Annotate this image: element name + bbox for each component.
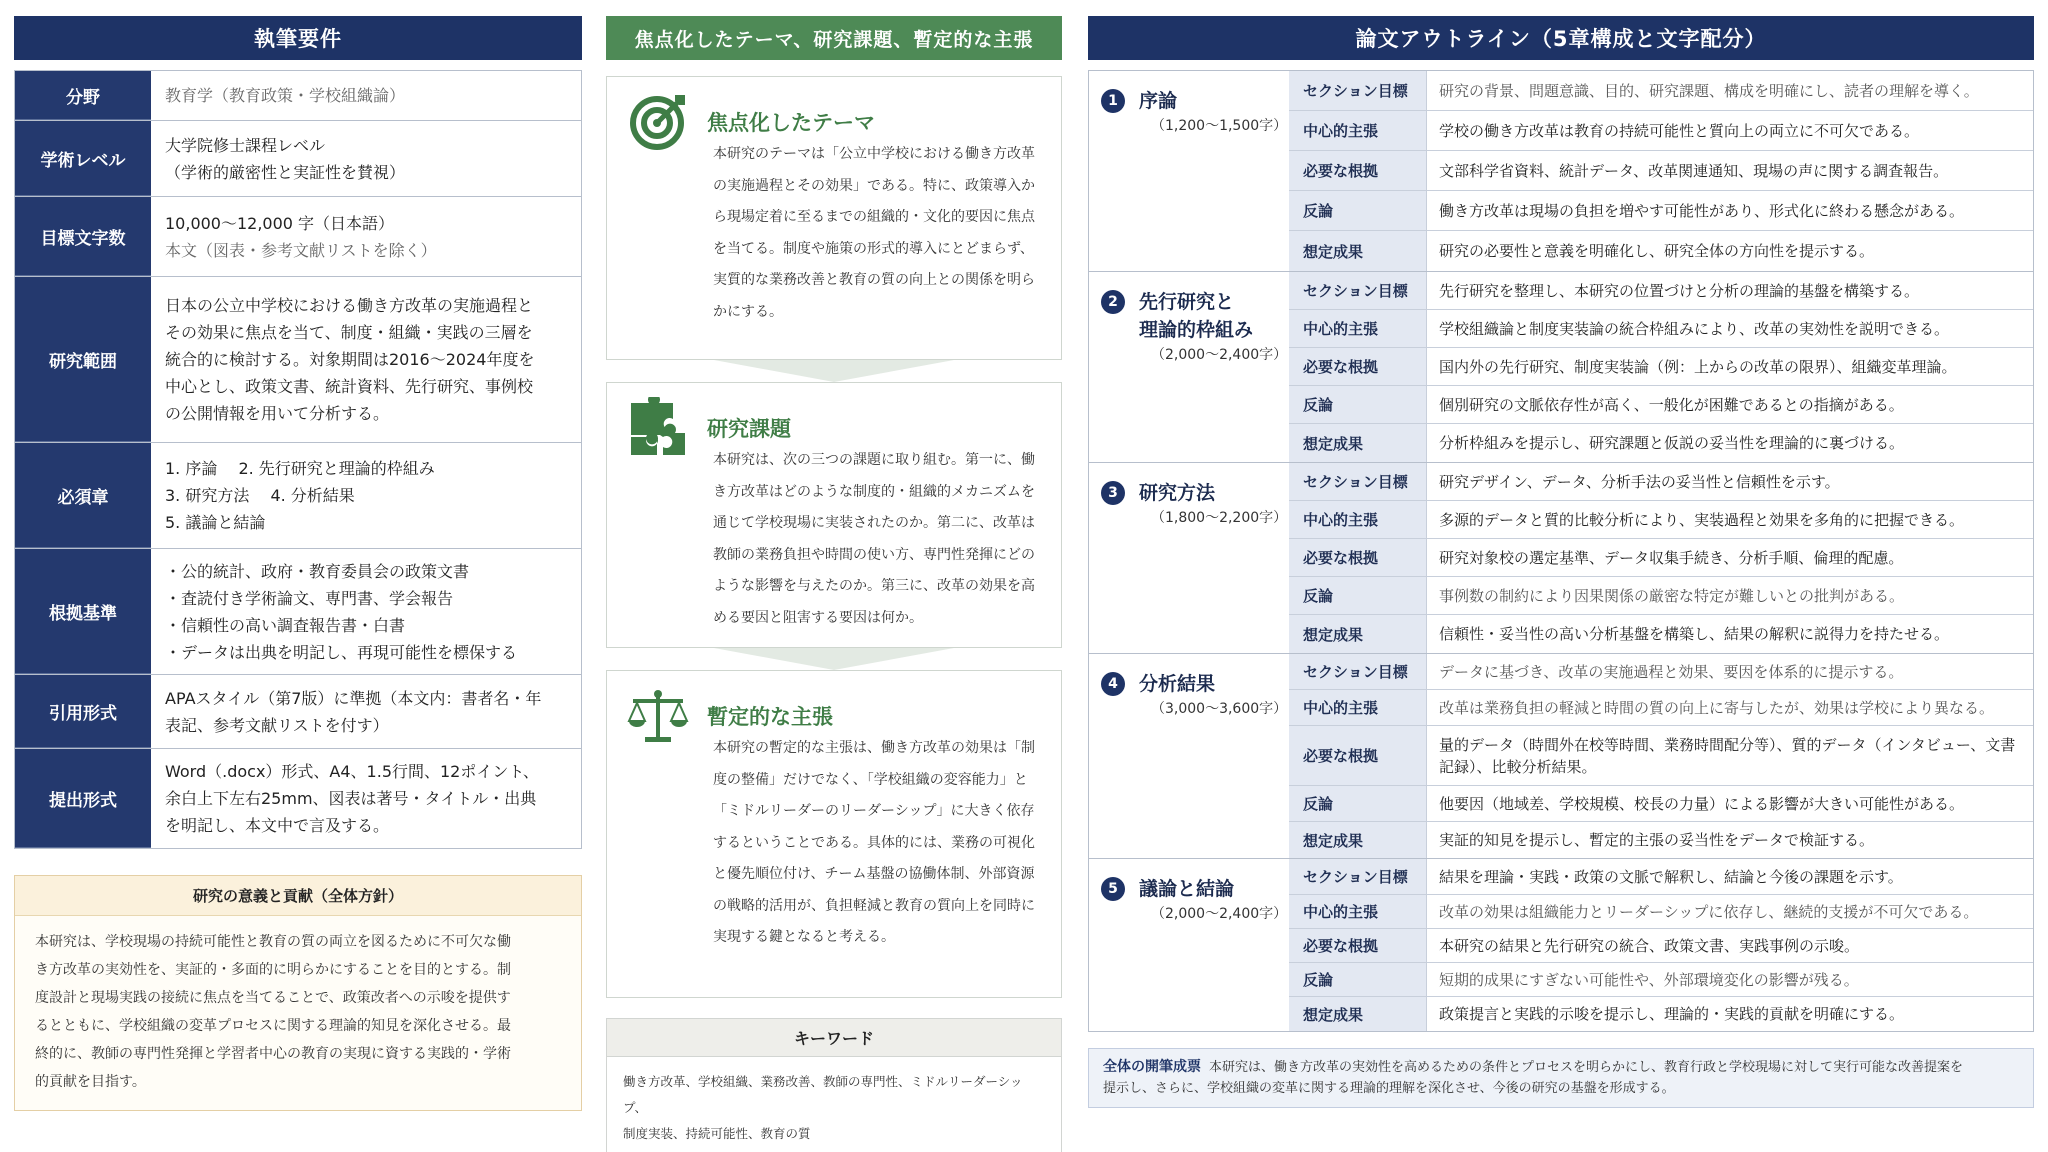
focus-card-body — [607, 727, 1061, 970]
requirement-label: 引用形式 — [15, 675, 151, 748]
outline-row-value: 多源的データと質的比較分析により、実装過程と効果を多角的に把握できる。 — [1439, 510, 1965, 529]
requirement-line: 3. 研究方法 4. 分析結果 — [165, 486, 355, 505]
outline-row-label: セクション目標 — [1289, 272, 1427, 309]
focus-card-line: 実現する鍵となると考える。 — [713, 929, 895, 945]
policy-line: 提示し、さらに、学校組織の変革に関する理論的理解を深化させ、今後の研究の基盤を形成する。 — [1103, 1081, 1675, 1096]
section-char-count: （1,800〜2,200字） — [1151, 510, 1288, 526]
outline-row-label: 必要な根拠 — [1289, 151, 1427, 190]
focus-card-line: 教師の業務負担や時間の使い方、専門性発揮にどの — [713, 546, 1035, 563]
outline-row-value: 結果を理論・実践・政策の文脈で解釈し、結論と今後の課題を示す。 — [1439, 867, 1903, 886]
focus-cards — [606, 76, 1062, 998]
significance-body — [15, 916, 581, 1110]
significance-line: き方改革の実効性を、実証的・多面的に明らかにすることを目的とする。制 — [35, 962, 511, 978]
focus-card-line: の戦略的活用が、負担軽減と教育の質向上を同時に — [713, 897, 1035, 914]
down-arrow-icon — [714, 648, 954, 670]
focus-card — [606, 382, 1062, 648]
outline-row-label: 必要な根拠 — [1289, 929, 1427, 962]
puzzle-icon — [627, 397, 689, 459]
section-char-count: （1,200〜1,500字） — [1151, 118, 1288, 134]
requirement-line: 日本の公立中学校における働き方改革の実施過程と — [165, 296, 534, 315]
section-number: 4 — [1101, 672, 1125, 696]
outline-row — [1289, 231, 2033, 271]
policy-line: 本研究は、働き方改革の実効性を高めるための条件とプロセスを明らかにし、教育行政と学校現場に対して実行可能な改善提案を — [1209, 1060, 1964, 1075]
focus-card-line: き方改革はどのような制度的・組織的メカニズムを — [713, 483, 1035, 500]
requirement-line: 本文（図表・参考文献リストを除く） — [165, 240, 437, 260]
outline-row — [1289, 463, 2033, 501]
significance-line: 度設計と現場実践の接続に焦点を当てることで、政策改者への示唆を提供す — [35, 990, 511, 1006]
outline-row-value: 研究デザイン、データ、分析手法の妥当性と信頼性を示す。 — [1439, 472, 1840, 491]
outline-row — [1289, 929, 2033, 963]
outline-row-label: 想定成果 — [1289, 231, 1427, 271]
outline-row-value: 改革の効果は組織能力とリーダーシップに依存し、継続的支援が不可欠である。 — [1439, 902, 1979, 921]
outline-row-value: 学校組織論と制度実装論の統合枠組みにより、改革の実効性を説明できる。 — [1439, 319, 1950, 338]
outline-row — [1289, 786, 2033, 822]
section-title: 理論的枠組み — [1139, 319, 1254, 341]
focus-card-line: ような影響を与えたのか。第三に、改革の効果を高 — [713, 578, 1035, 594]
requirement-value — [151, 443, 581, 548]
focus-card — [606, 670, 1062, 998]
focus-card-line: 実質的な業務改善と教育の質の向上との関係を明ら — [713, 272, 1035, 288]
requirements-header: 執筆要件 — [14, 16, 582, 60]
focus-header: 焦点化したテーマ、研究課題、暫定的な主張 — [606, 16, 1062, 60]
outline-row-value: 研究対象校の選定基準、データ収集手続き、分析手順、倫理的配慮。 — [1439, 548, 1904, 567]
section-char-count: （3,000〜3,600字） — [1151, 701, 1288, 717]
outline-row-label: 中心的主張 — [1289, 895, 1427, 928]
focus-card-body — [607, 133, 1061, 344]
outline-header: 論文アウトライン（5章構成と文字配分） — [1088, 16, 2034, 60]
requirement-value — [151, 197, 581, 276]
outline-row-value: 信頼性・妥当性の高い分析基盤を構築し、結果の解釈に説得力を持たせる。 — [1439, 625, 1950, 643]
significance-line: るとともに、学校組織の変革プロセスに関する理論的知見を深化させる。最 — [35, 1018, 511, 1034]
outline-row-label: 想定成果 — [1289, 615, 1427, 653]
outline-row — [1289, 859, 2033, 895]
keyword-body — [607, 1057, 1061, 1152]
requirement-line: 統合的に検討する。対象期間は2016〜2024年度を — [165, 350, 535, 369]
outline-row — [1289, 895, 2033, 929]
focus-card-line: 本研究の暫定的な主張は、働き方改革の効果は「制 — [713, 740, 1035, 756]
focus-card-line: 「ミドルリーダーのリーダーシップ」に大きく依存 — [713, 803, 1035, 819]
outline-row-label: セクション目標 — [1289, 859, 1427, 894]
outline-row-label: 必要な根拠 — [1289, 348, 1427, 385]
outline-row-value: 本研究の結果と先行研究の統合、政策文書、実践事例の示唆。 — [1439, 936, 1860, 955]
requirement-row — [15, 71, 581, 121]
outline-row-label: 反論 — [1289, 963, 1427, 996]
significance-line: 本研究は、学校現場の持続可能性と教育の質の両立を図るために不可欠な働 — [35, 934, 511, 950]
section-rows — [1289, 654, 2033, 858]
outline-row — [1289, 310, 2033, 348]
outline-row-value: 実証的知見を提示し、暫定的主張の妥当性をデータで検証する。 — [1439, 831, 1875, 849]
outline-section — [1089, 272, 2033, 463]
outline-row-label: 中心的主張 — [1289, 310, 1427, 347]
requirement-line: 5. 議論と結論 — [165, 513, 266, 532]
focus-card-title: 焦点化したテーマ — [707, 111, 875, 135]
focus-card-line: かにする。 — [713, 303, 783, 320]
outline-row — [1289, 690, 2033, 726]
focus-card-line: 本研究は、次の三つの課題に取り組む。第一に、働 — [713, 452, 1035, 468]
target-icon — [627, 91, 689, 153]
outline-row-label: 中心的主張 — [1289, 111, 1427, 150]
keyword-line: 働き方改革、学校組織、業務改善、教師の専門性、ミドルリーダーシップ、 — [623, 1074, 1023, 1115]
outline-row — [1289, 654, 2033, 690]
requirement-line: Word（.docx）形式、A4、1.5行間、12ポイント、 — [165, 762, 539, 781]
outline-row-value: 他要因（地域差、学校規模、校長の力量）による影響が大きい可能性がある。 — [1439, 794, 1965, 813]
outline-row — [1289, 615, 2033, 653]
outline-row — [1289, 71, 2033, 111]
outline-row-label: 中心的主張 — [1289, 501, 1427, 538]
outline-row-label: 想定成果 — [1289, 822, 1427, 858]
policy-text — [1103, 1060, 1963, 1096]
outline-row — [1289, 424, 2033, 462]
outline-row — [1289, 386, 2033, 424]
requirement-line: 1. 序論 2. 先行研究と理論的枠組み — [165, 459, 435, 478]
requirement-label: 提出形式 — [15, 749, 151, 848]
outline-row — [1289, 997, 2033, 1031]
requirement-label: 分野 — [15, 71, 151, 120]
keyword-box — [606, 1018, 1062, 1152]
significance-box — [14, 875, 582, 1111]
significance-title: 研究の意義と貢献（全体方針） — [15, 876, 581, 916]
outline-row-label: セクション目標 — [1289, 654, 1427, 689]
focus-card-line: める要因と阻害する要因は何か。 — [713, 609, 923, 626]
requirements-table — [14, 70, 582, 849]
outline-row-label: 中心的主張 — [1289, 690, 1427, 725]
outline-row — [1289, 822, 2033, 858]
outline-row-label: 反論 — [1289, 786, 1427, 821]
outline-row — [1289, 272, 2033, 310]
outline-row-value: 事例数の制約により因果関係の厳密な特定が難しいとの批判がある。 — [1439, 586, 1905, 605]
outline-row — [1289, 151, 2033, 191]
outline-row-value: データに基づき、改革の実施過程と効果、要因を体系的に提示する。 — [1439, 662, 1904, 681]
requirement-row — [15, 277, 581, 443]
outline-row — [1289, 501, 2033, 539]
section-title: 序論 — [1139, 90, 1178, 112]
outline-row-value: 量的データ（時間外在校等時間、業務時間配分等）、質的データ（インタビュー、文書記録）、比較分析結果。 — [1439, 735, 2016, 776]
focus-card-line: ら現場定着に至るまでの組織的・文化的要因に焦点 — [713, 209, 1035, 225]
requirement-label: 根拠基準 — [15, 549, 151, 674]
outline-row-value: 短期的成果にすぎない可能性や、外部環境変化の影響が残る。 — [1439, 970, 1859, 989]
section-title: 研究方法 — [1139, 482, 1216, 504]
outline-row-value: 研究の必要性と意義を明確化し、研究全体の方向性を提示する。 — [1439, 242, 1875, 260]
section-heading — [1089, 71, 1289, 271]
outline-row-value: 研究の背景、問題意識、目的、研究課題、構成を明確にし、読者の理解を導く。 — [1439, 81, 1979, 100]
outline-row-value: 政策提言と実践的示唆を提示し、理論的・実践的貢献を明確にする。 — [1439, 1005, 1905, 1023]
section-heading — [1089, 859, 1289, 1031]
outline-row — [1289, 963, 2033, 997]
outline-row-value: 文部科学省資料、統計データ、改革関連通知、現場の声に関する調査報告。 — [1439, 161, 1949, 180]
outline-row-label: 反論 — [1289, 577, 1427, 614]
requirement-label: 必須章 — [15, 443, 151, 548]
requirement-line: 表記、参考文献リストを付す） — [165, 715, 389, 735]
section-number: 5 — [1101, 877, 1125, 901]
requirement-label: 学術レベル — [15, 121, 151, 196]
section-char-count: （2,000〜2,400字） — [1151, 906, 1288, 922]
outline-row-value: 国内外の先行研究、制度実装論（例：上からの改革の限界）、組織変革理論。 — [1439, 357, 1957, 376]
requirement-value — [151, 675, 581, 748]
policy-label: 全体の開筆成票 — [1103, 1059, 1201, 1075]
outline-row-value: 働き方改革は現場の負担を増やす可能性があり、形式化に終わる懸念がある。 — [1439, 201, 1965, 220]
requirement-line: ・査読付き学術論文、専門書、学会報告 — [165, 588, 454, 608]
outline-row — [1289, 191, 2033, 231]
requirement-line: を明記し、本文中で言及する。 — [165, 816, 390, 835]
requirement-row — [15, 197, 581, 277]
outline-row-value: 改革は業務負担の軽減と時間の質の向上に寄与したが、効果は学校により異なる。 — [1439, 698, 1995, 717]
focus-card-line: 通じて学校現場に実装されたのか。第二に、改革は — [713, 515, 1035, 531]
focus-card-line: 本研究のテーマは「公立中学校における働き方改革 — [713, 146, 1035, 162]
scales-icon — [627, 685, 689, 747]
focus-card-line: を当てる。制度や施策の形式的導入にとどまらず、 — [713, 240, 1034, 257]
requirement-row — [15, 121, 581, 197]
outline-table — [1088, 70, 2034, 1032]
requirement-row — [15, 749, 581, 849]
policy-box — [1088, 1048, 2034, 1108]
outline-section — [1089, 859, 2033, 1031]
down-arrow-icon — [714, 360, 954, 382]
requirement-line: 10,000〜12,000 字（日本語） — [165, 213, 395, 233]
focus-card — [606, 76, 1062, 360]
section-rows — [1289, 272, 2033, 462]
requirements-column — [14, 16, 582, 1111]
outline-row-label: 想定成果 — [1289, 424, 1427, 462]
requirement-value — [151, 121, 581, 196]
requirement-row — [15, 549, 581, 675]
outline-row — [1289, 348, 2033, 386]
outline-row — [1289, 577, 2033, 615]
requirement-label: 目標文字数 — [15, 197, 151, 276]
requirement-value — [151, 749, 581, 848]
outline-row — [1289, 539, 2033, 577]
section-rows — [1289, 859, 2033, 1031]
section-title: 議論と結論 — [1139, 878, 1235, 900]
focus-card-line: と優先順位付け、チーム基盤の協働体制、外部資源 — [713, 866, 1035, 882]
outline-column — [1088, 16, 2034, 1108]
focus-card-line: の実施過程とその効果」である。特に、政策導入か — [713, 177, 1035, 194]
requirement-value — [151, 549, 581, 674]
outline-row-label: 反論 — [1289, 386, 1427, 423]
section-number: 2 — [1101, 290, 1125, 314]
outline-row — [1289, 726, 2033, 786]
outline-row-label: 反論 — [1289, 191, 1427, 230]
requirement-line: 中心とし、政策文書、統計資料、先行研究、事例校 — [165, 377, 534, 396]
requirement-line: その効果に焦点を当て、制度・組織・実践の三層を — [165, 323, 533, 342]
section-char-count: （2,000〜2,400字） — [1151, 347, 1288, 363]
outline-row-value: 個別研究の文脈依存性が高く、一般化が困難であるとの指摘がある。 — [1439, 395, 1904, 414]
outline-row-value: 先行研究を整理し、本研究の位置づけと分析の理論的基盤を構築する。 — [1439, 281, 1920, 300]
section-title: 先行研究と — [1139, 291, 1235, 313]
requirement-row — [15, 443, 581, 549]
outline-section — [1089, 463, 2033, 654]
outline-section — [1089, 654, 2033, 859]
outline-section — [1089, 71, 2033, 272]
focus-card-body — [607, 439, 1061, 650]
requirement-line: 余白上下左右25mm、図表は著号・タイトル・出典 — [165, 789, 537, 808]
requirement-line: の公開情報を用いて分析する。 — [165, 404, 390, 423]
section-number: 3 — [1101, 481, 1125, 505]
outline-row-value: 学校の働き方改革は教育の持続可能性と質向上の両立に不可欠である。 — [1439, 121, 1920, 140]
requirement-line: 大学院修士課程レベル — [165, 135, 326, 155]
requirement-line: ・データは出典を明記し、再現可能性を標保する — [165, 642, 518, 662]
outline-row — [1289, 111, 2033, 151]
requirement-label: 研究範囲 — [15, 277, 151, 442]
outline-row-label: 想定成果 — [1289, 997, 1427, 1031]
section-heading — [1089, 463, 1289, 653]
significance-line: 的貢献を目指す。 — [35, 1074, 146, 1090]
keyword-line: 制度実装、持続可能性、教育の質 — [623, 1126, 811, 1141]
section-rows — [1289, 71, 2033, 271]
requirement-line: APAスタイル（第7版）に準拠（本文内：書者名・年 — [165, 688, 542, 708]
requirement-row — [15, 675, 581, 749]
keyword-title: キーワード — [607, 1019, 1061, 1057]
outline-row-value: 分析枠組みを提示し、研究課題と仮説の妥当性を理論的に裏づける。 — [1439, 434, 1905, 452]
focus-card-title: 暫定的な主張 — [707, 705, 833, 729]
significance-line: 終的に、教師の専門性発揮と学習者中心の教育の実現に資する実践的・学術 — [35, 1046, 511, 1062]
section-title: 分析結果 — [1139, 673, 1216, 695]
outline-row-label: 必要な根拠 — [1289, 539, 1427, 576]
requirement-value — [151, 71, 581, 120]
requirement-value — [151, 277, 581, 442]
outline-row-label: 必要な根拠 — [1289, 726, 1427, 785]
section-rows — [1289, 463, 2033, 653]
focus-card-title: 研究課題 — [707, 417, 791, 441]
focus-card-line: 度の整備」だけでなく、「学校組織の変容能力」と — [713, 771, 1028, 788]
focus-card-line: するということである。具体的には、業務の可視化 — [713, 834, 1035, 851]
requirement-line: ・信頼性の高い調査報告書・白書 — [165, 615, 406, 635]
section-number: 1 — [1101, 89, 1125, 113]
section-heading — [1089, 654, 1289, 858]
requirement-line: ・公的統計、政府・教育委員会の政策文書 — [165, 561, 470, 581]
section-heading — [1089, 272, 1289, 462]
requirement-line: 教育学（教育政策・学校組織論） — [165, 86, 406, 105]
focus-column — [606, 16, 1062, 1152]
outline-row-label: セクション目標 — [1289, 71, 1427, 110]
requirement-line: （学術的厳密性と実証性を賛視） — [165, 162, 406, 182]
outline-row-label: セクション目標 — [1289, 463, 1427, 500]
